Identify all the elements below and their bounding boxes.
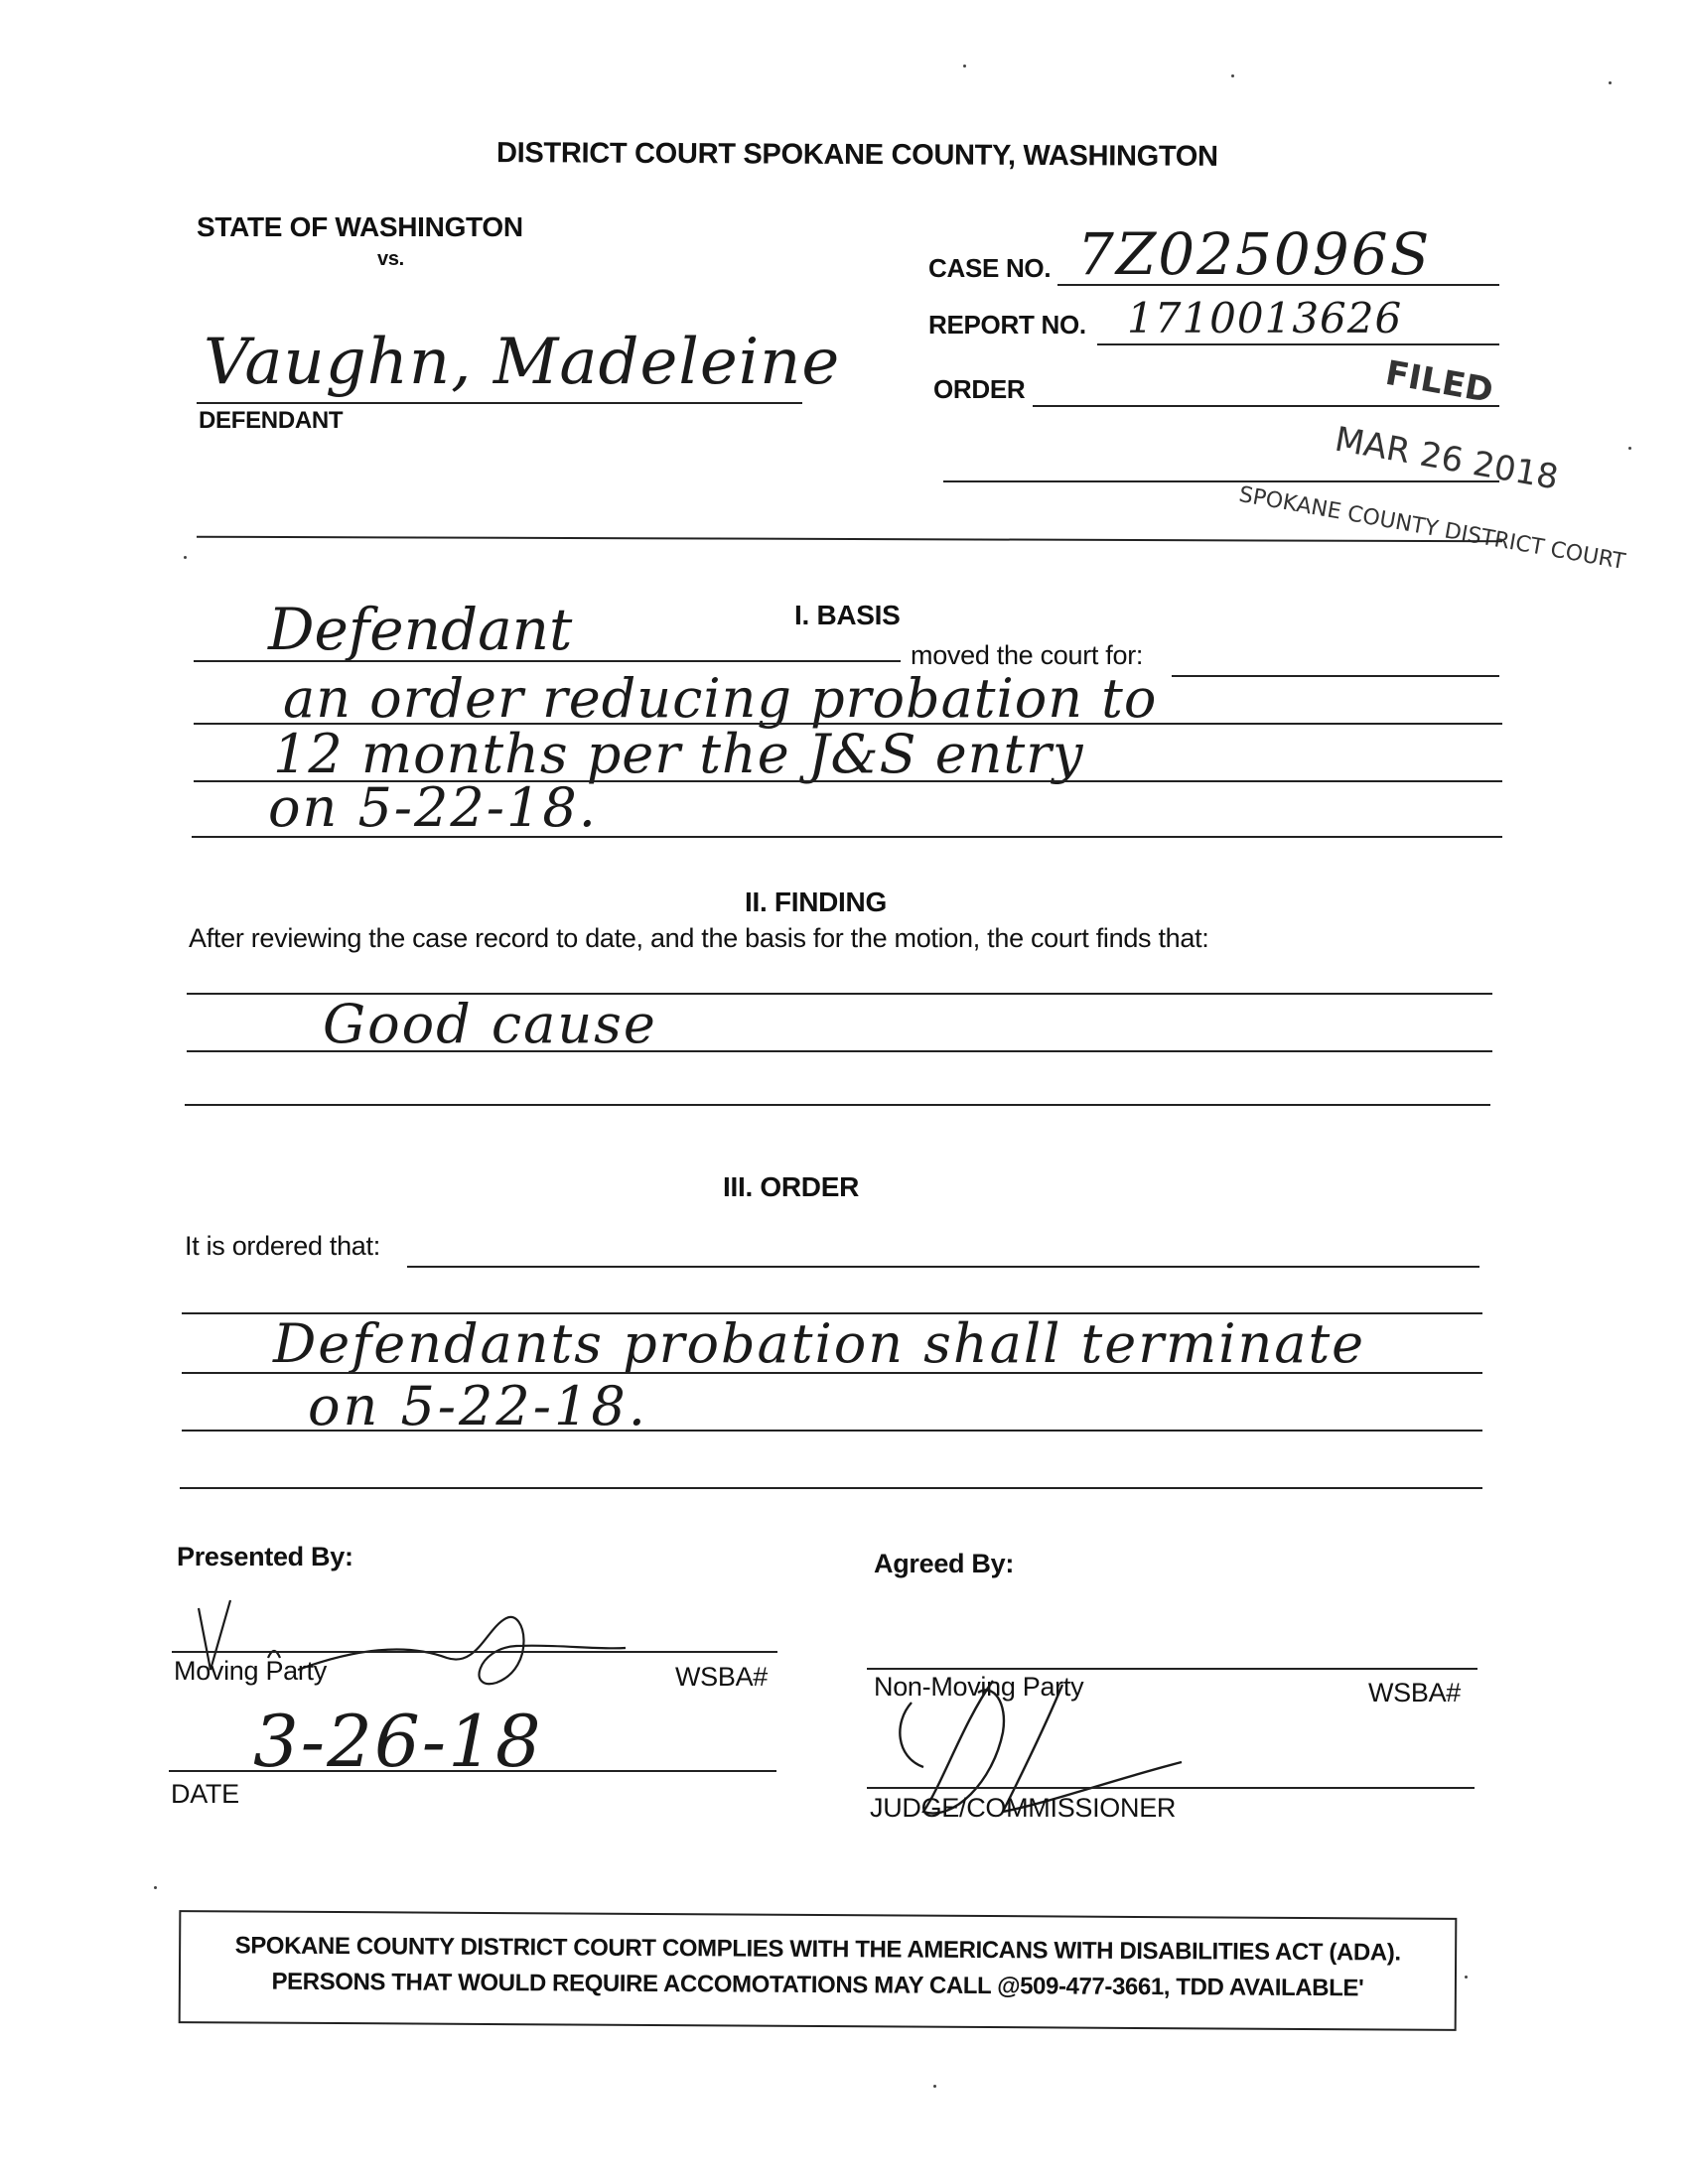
plaintiff-name: STATE OF WASHINGTON (197, 211, 523, 242)
court-title: DISTRICT COURT SPOKANE COUNTY, WASHINGTON (495, 137, 1218, 173)
finding-rule-3 (185, 1104, 1490, 1106)
date-line (169, 1770, 776, 1772)
scan-speck (963, 65, 966, 68)
order-rule-4 (180, 1487, 1482, 1489)
order-underline (1033, 405, 1499, 407)
basis-mover-underline (194, 660, 901, 662)
report-no-value: 1710013626 (1127, 294, 1403, 342)
defendant-underline (197, 402, 802, 404)
agreed-by-label: Agreed By: (874, 1549, 1015, 1578)
finding-text: Good cause (323, 993, 657, 1055)
presented-by-label: Presented By: (177, 1542, 353, 1571)
basis-moved-underline (1172, 675, 1499, 677)
finding-intro: After reviewing the case record to date, and the basis for the motion, the court finds that: (189, 923, 1209, 953)
defendant-label: DEFENDANT (199, 407, 344, 434)
basis-line-1: an order reducing probation to (283, 667, 1158, 730)
ada-notice-line-2: PERSONS THAT WOULD REQUIRE ACCOMOTATIONS MAY CALL @509-477-3661, TDD AVAILABLE' (271, 1968, 1364, 2002)
scan-speck (933, 2085, 936, 2088)
filed-stamp-court: SPOKANE COUNTY DISTRICT COURT (1236, 481, 1627, 576)
basis-line-2: 12 months per the J&S entry (273, 723, 1084, 785)
report-no-underline (1097, 343, 1499, 345)
scan-speck (1609, 81, 1612, 84)
basis-rule-3 (192, 836, 1502, 838)
scan-speck (184, 556, 187, 559)
moving-party-label: Moving Party (174, 1656, 327, 1686)
date-label: DATE (171, 1779, 239, 1809)
basis-heading: I. BASIS (794, 600, 901, 630)
basis-mover: Defendant (268, 596, 573, 663)
versus-label: vs. (377, 248, 404, 270)
order-line-1: Defendants probation shall terminate (273, 1312, 1366, 1375)
scan-speck (154, 1886, 157, 1889)
report-no-label: REPORT NO. (928, 310, 1086, 340)
judge-line (867, 1787, 1475, 1789)
order-line-2: on 5-22-18. (308, 1375, 648, 1437)
basis-line-3: on 5-22-18. (268, 776, 598, 839)
wsba-left-label: WSBA# (675, 1662, 769, 1692)
order-heading: III. ORDER (723, 1171, 860, 1202)
order-rule-3 (182, 1430, 1482, 1432)
case-no-value: 7Z025096S (1077, 220, 1432, 288)
scan-speck (1465, 1976, 1468, 1979)
basis-moved-text: moved the court for: (911, 640, 1144, 670)
order-label: ORDER (933, 374, 1026, 404)
finding-heading: II. FINDING (745, 887, 887, 917)
defendant-name: Vaughn, Madeleine (204, 326, 841, 399)
ada-notice-line-1: SPOKANE COUNTY DISTRICT COURT COMPLIES WITH THE AMERICANS WITH DISABILITIES ACT (ADA). (234, 1932, 1401, 1967)
judge-label: JUDGE/COMMISSIONER (870, 1793, 1177, 1823)
ada-notice-box (179, 1910, 1458, 2031)
non-moving-party-label: Non-Moving Party (874, 1672, 1084, 1702)
scan-speck (1231, 74, 1234, 77)
scan-speck (1628, 447, 1631, 450)
signature-date: 3-26-18 (253, 1700, 543, 1783)
case-no-underline (1057, 284, 1499, 286)
order-rule-2 (182, 1372, 1482, 1374)
wsba-right-label: WSBA# (1368, 1678, 1462, 1707)
stamp-underline (943, 480, 1499, 482)
order-intro: It is ordered that: (185, 1231, 380, 1261)
case-no-label: CASE NO. (928, 253, 1052, 283)
moving-party-line (172, 1651, 777, 1653)
filed-stamp-text: FILED (1382, 352, 1496, 412)
section-divider (197, 536, 1502, 543)
filed-stamp-date: MAR 26 2018 (1332, 419, 1562, 498)
finding-rule-2 (187, 1050, 1492, 1052)
order-intro-underline (407, 1266, 1479, 1268)
